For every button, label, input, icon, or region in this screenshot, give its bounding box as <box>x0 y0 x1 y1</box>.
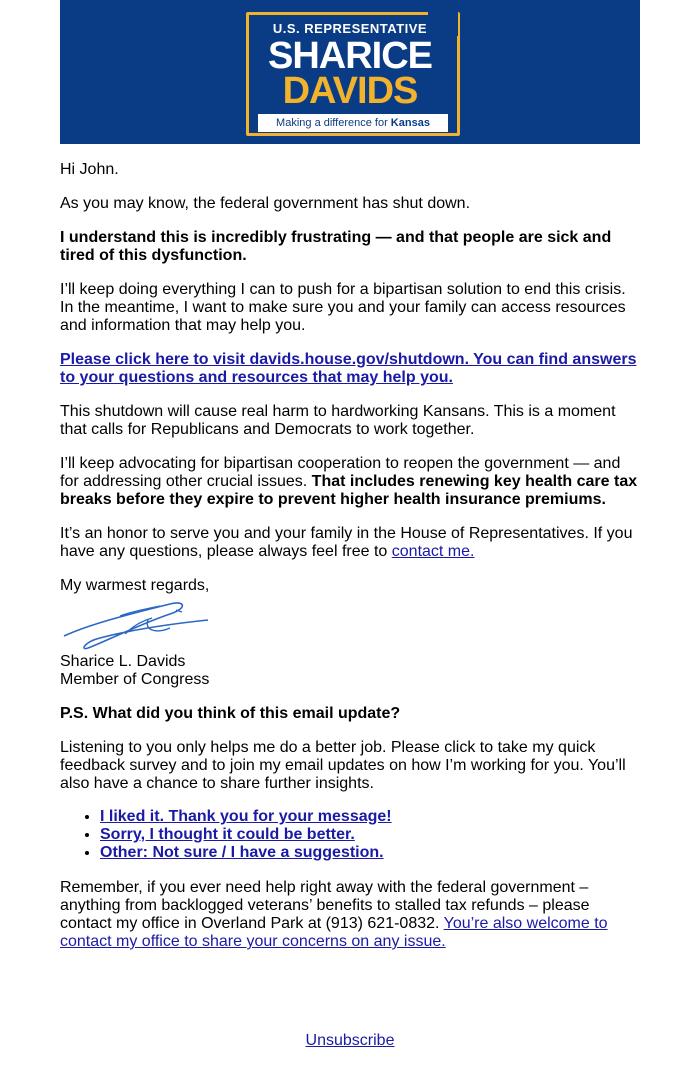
logo-line-1: U.S. REPRESENTATIVE <box>272 21 428 36</box>
final-paragraph <box>60 879 640 951</box>
paragraph-3: I’ll keep doing everything I can to push for a bipartisan solution to end this crisis. In the meantime, I want to make sure you and your family can access resources and information that may help you. <box>60 281 626 334</box>
logo-line-3: DAVIDS <box>282 70 418 112</box>
ps-body: Listening to you only helps me do a better job. Please click to take my quick feedback survey and to join my email updates on how I’m working for you. You’ll also have a chance to share further insights. <box>60 739 626 792</box>
paragraph-7 <box>60 525 640 561</box>
unsubscribe-link[interactable]: Unsubscribe <box>305 1032 395 1049</box>
paragraph-6-text: I’ll keep advocating for bipartisan cooperation to reopen the government — and for addressing other crucial issues. <box>60 455 621 490</box>
unsubscribe-row <box>0 1032 700 1050</box>
ps-heading: P.S. What did you think of this email update? <box>60 705 401 722</box>
paragraph-1: As you may know, the federal government has shut down. <box>60 195 471 212</box>
paragraph-5: This shutdown will cause real harm to hardworking Kansans. This is a moment that calls for Republicans and Democrats to work together. <box>60 403 616 438</box>
signature-image <box>60 594 210 654</box>
contact-me-link[interactable]: contact me. <box>391 543 475 560</box>
greeting: Hi John. <box>60 161 119 178</box>
survey-option <box>100 844 640 862</box>
paragraph-6 <box>60 455 640 509</box>
email-body <box>60 0 640 950</box>
signature-title: Member of Congress <box>60 671 210 688</box>
closing: My warmest regards, <box>60 577 210 594</box>
signature-name: Sharice L. Davids <box>60 653 186 670</box>
shutdown-resources-link[interactable]: Please click here to visit davids.house.gov/shutdown. You can find answers to your questions and resources that may help you. <box>60 351 637 386</box>
header-banner <box>60 0 640 144</box>
logo-line-2: SHARICE <box>267 35 433 77</box>
survey-options-list <box>60 808 640 862</box>
paragraph-4 <box>60 351 640 387</box>
final-paragraph-text: Remember, if you ever need help right away with the federal government – anything from backlogged veterans’ benefits to stalled tax refunds – please contact my office in Overland Park at (913) 621-0832. <box>60 879 590 932</box>
logo-tagline <box>258 114 448 132</box>
paragraph-2-bold: I understand this is incredibly frustrating — and that people are sick and tired of this dysfunction. <box>60 229 612 264</box>
logo-tagline-prefix: Making a difference for <box>276 117 391 129</box>
paragraph-7-text: It’s an honor to serve you and your family in the House of Representatives. If you have any questions, please always feel free to <box>60 525 633 560</box>
survey-other-link[interactable]: Other: Not sure / I have a suggestion. <box>100 844 384 861</box>
survey-better-link[interactable]: Sorry, I thought it could be better. <box>100 826 355 843</box>
survey-liked-link[interactable]: I liked it. Thank you for your message! <box>100 808 392 825</box>
paragraph-6-bold: That includes renewing key health care tax breaks before they expire to prevent higher health insurance premiums. <box>60 473 638 508</box>
logo-tagline-bold: Kansas <box>390 117 430 129</box>
survey-option <box>100 808 640 826</box>
contact-office-link[interactable]: You’re also welcome to contact my office to share your concerns on any issue. <box>60 915 608 950</box>
survey-option <box>100 826 640 844</box>
